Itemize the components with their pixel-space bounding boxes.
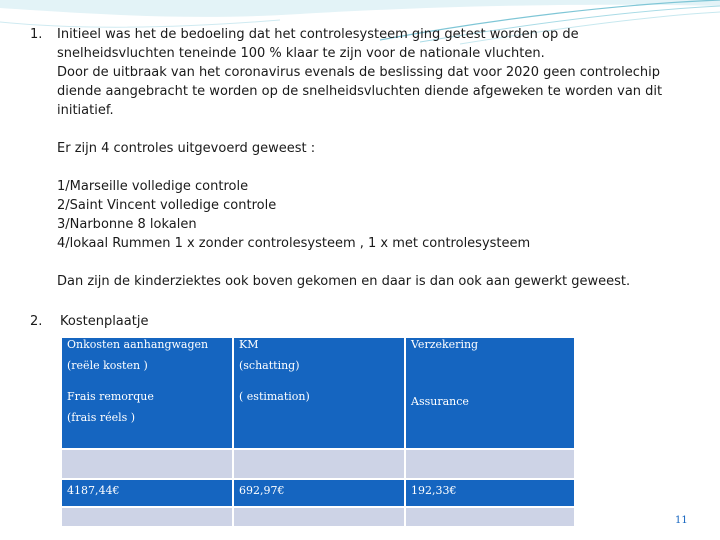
header-text: Frais remorque (67, 390, 154, 403)
header-text: Assurance (411, 395, 469, 408)
intro-line: initiatief. (57, 103, 114, 118)
intro-line: Door de uitbraak van het coronavirus evenals de beslissing dat voor 2020 geen controlechip (57, 65, 661, 80)
closing-text: Dan zijn de kinderziektes ook boven gekomen en daar is dan ook aan gewerkt geweest. (57, 274, 631, 289)
header-text: (frais réels ) (67, 411, 136, 424)
table-cell (405, 449, 575, 479)
header-cell-trailer-costs (61, 337, 233, 449)
header-text: Onkosten aanhangwagen (67, 338, 209, 351)
control-item: 2/Saint Vincent volledige controle (57, 198, 277, 213)
list-item-1-body (57, 25, 690, 291)
header-text: ( estimation) (239, 390, 310, 403)
table-cell (61, 507, 233, 527)
table-row (61, 449, 575, 479)
table-cell (61, 449, 233, 479)
list-item-2 (30, 312, 690, 331)
list-item-1 (30, 25, 690, 291)
intro-line: snelheidsvluchten teneinde 100 % klaar te zijn voor de nationale vluchten. (57, 46, 545, 61)
intro-line: diende aangebracht te worden op de snelheidsvluchten diende afgeweken te worden van dit (57, 84, 663, 99)
list-number-2: 2. (30, 314, 43, 329)
value-trailer-costs: 4187,44€ (61, 479, 233, 507)
table-header-row (61, 337, 575, 449)
header-text: (reële kosten ) (67, 359, 148, 372)
table-row (61, 507, 575, 527)
page-number: 11 (675, 515, 688, 526)
header-cell-km (233, 337, 405, 449)
cost-table (60, 336, 576, 528)
control-item: 1/Marseille volledige controle (57, 179, 249, 194)
header-text: Verzekering (411, 338, 479, 351)
table-cell (405, 507, 575, 527)
header-text: (schatting) (239, 359, 300, 372)
table-cell (233, 507, 405, 527)
table-cell (233, 449, 405, 479)
control-item: 4/lokaal Rummen 1 x zonder controlesysteem , 1 x met controlesysteem (57, 236, 531, 251)
header-cell-insurance (405, 337, 575, 449)
value-km: 692,97€ (233, 479, 405, 507)
header-text: KM (239, 338, 259, 351)
controls-intro: Er zijn 4 controles uitgevoerd geweest : (57, 141, 316, 156)
cost-heading: Kostenplaatje (60, 314, 149, 329)
table-row (61, 479, 575, 507)
list-number-1: 1. (30, 27, 43, 42)
value-insurance: 192,33€ (405, 479, 575, 507)
control-item: 3/Narbonne 8 lokalen (57, 217, 197, 232)
intro-line: Initieel was het de bedoeling dat het controlesysteem ging getest worden op de (57, 27, 579, 42)
